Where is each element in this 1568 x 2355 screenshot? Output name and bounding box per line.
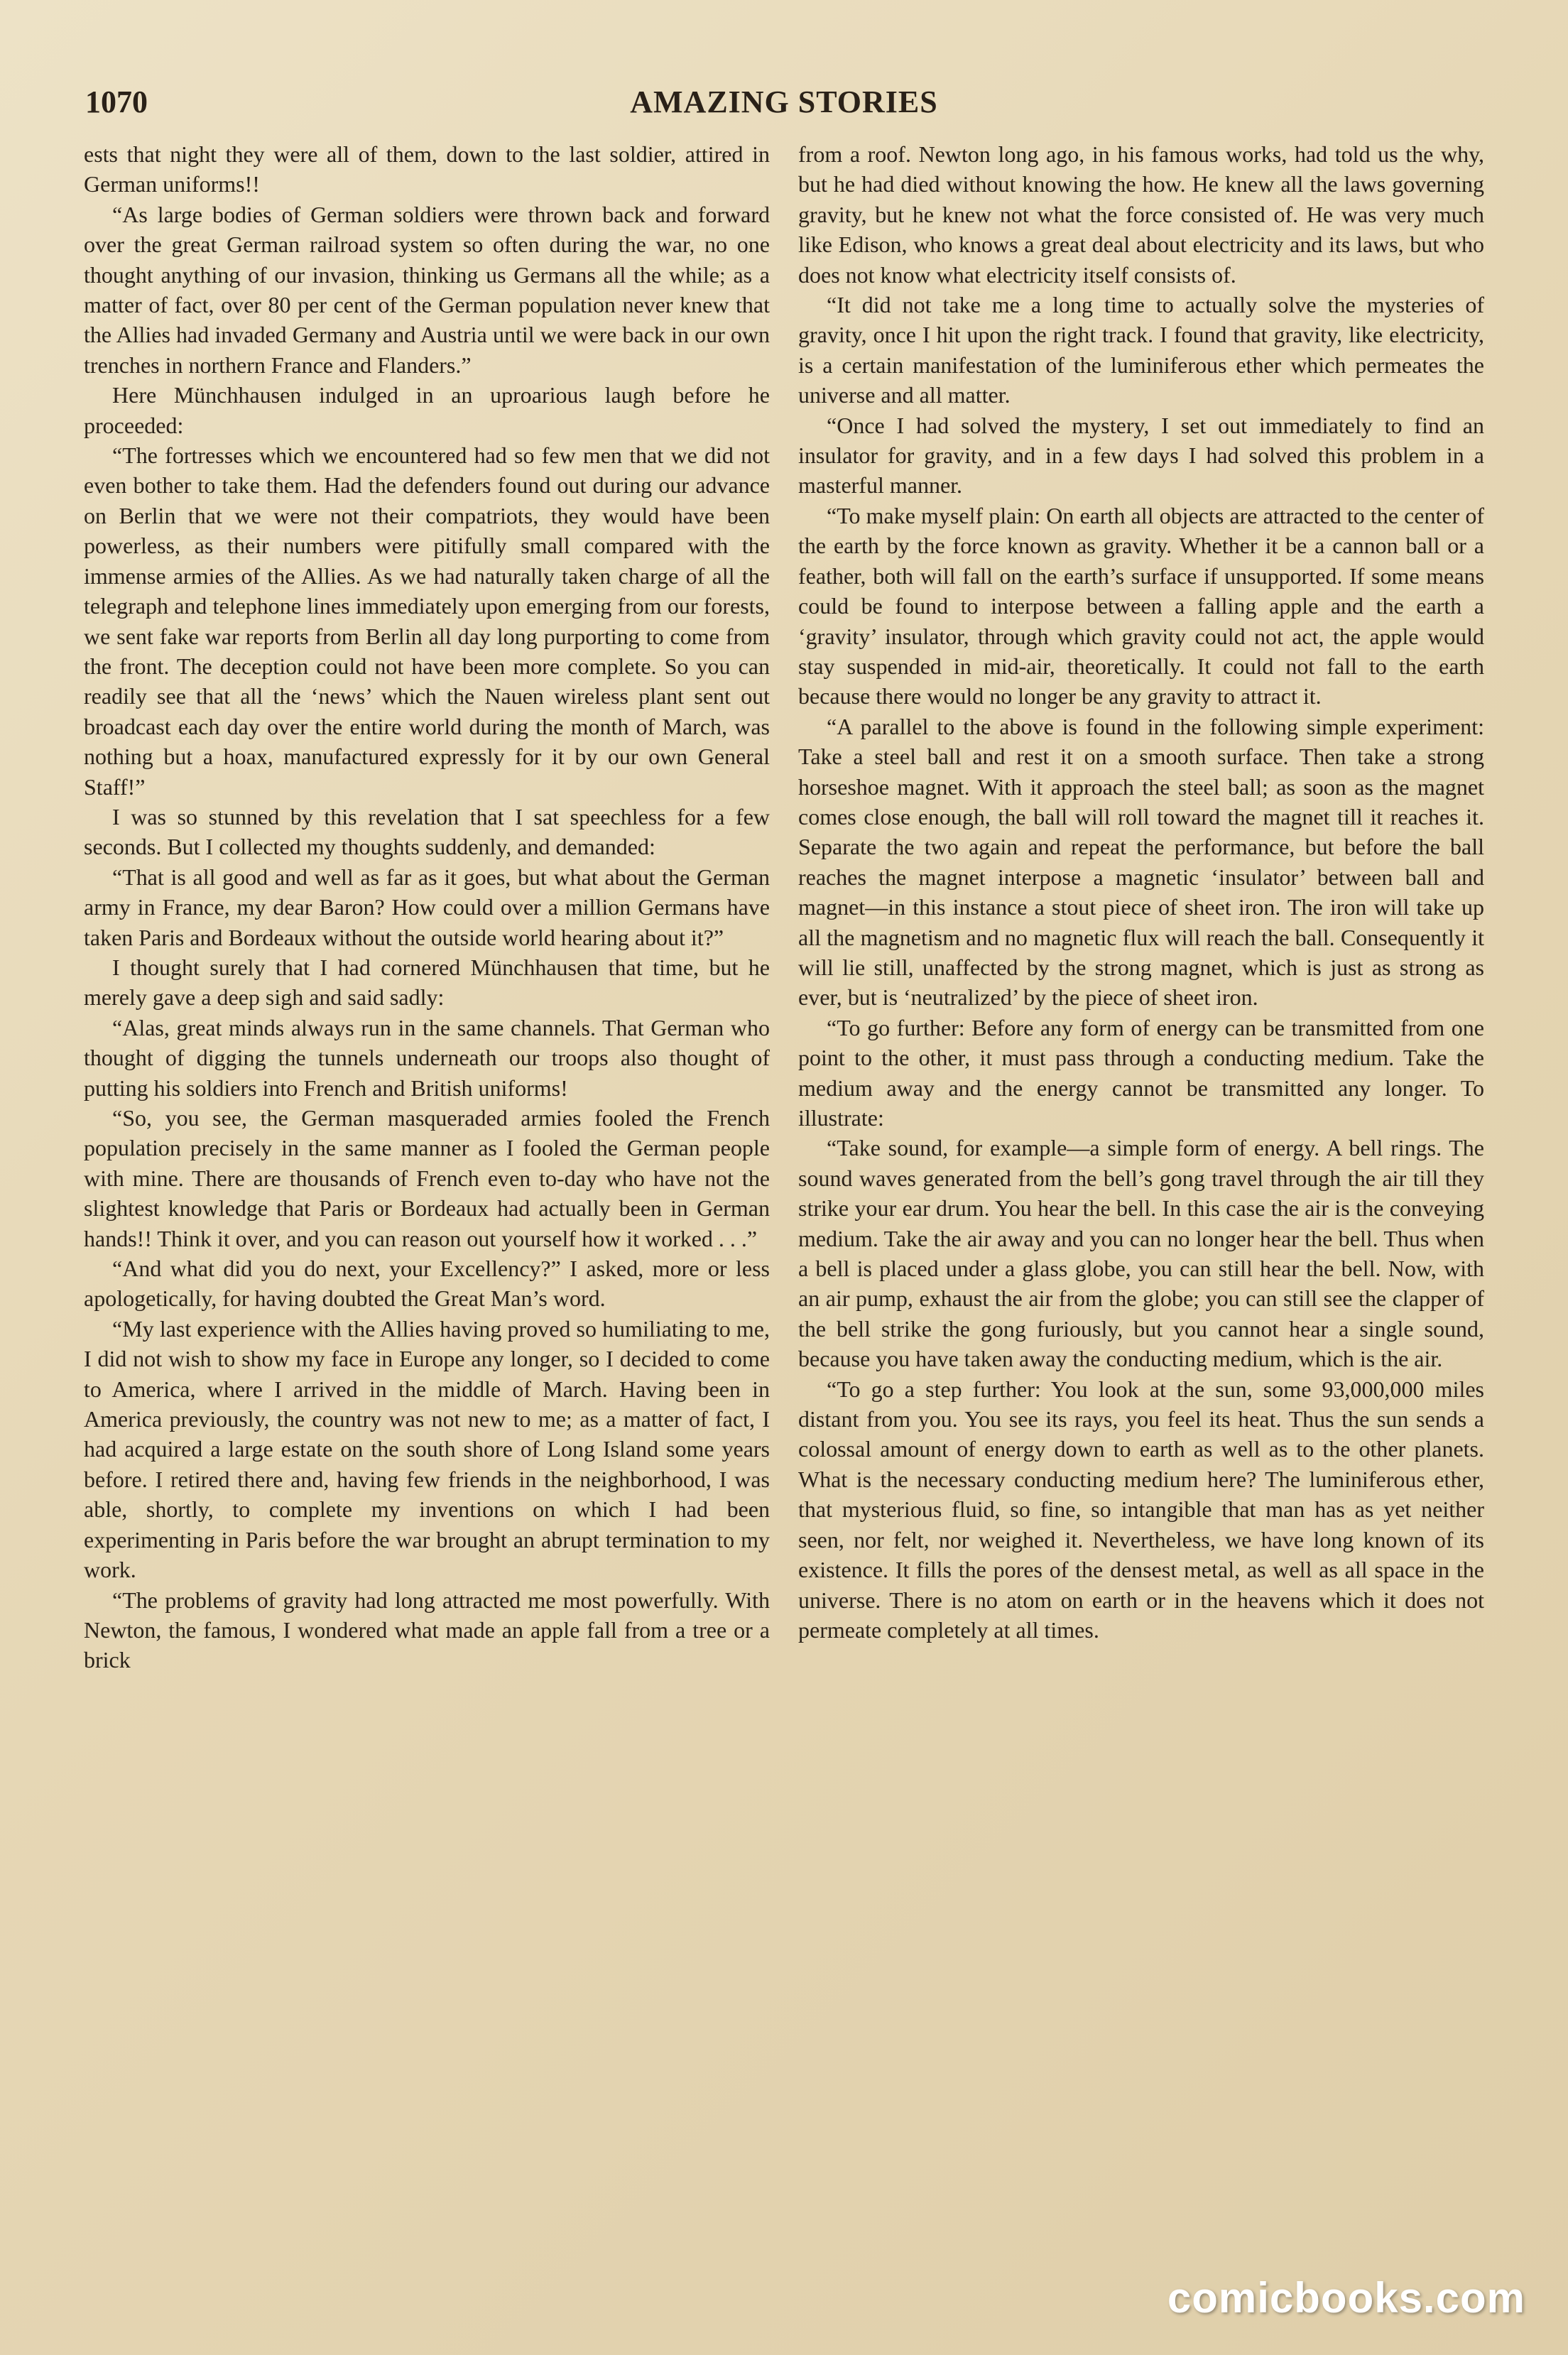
left-column <box>84 139 770 2248</box>
paragraph: “Once I had solved the mystery, I set out immediately to find an insulator for gravity, and in a few days I had solved this problem in a masterful manner. <box>798 412 1484 499</box>
paragraph: “Take sound, for example—a simple form of energy. A bell rings. The sound waves generated from the bell’s gong travel through the air till they strike your ear drum. You hear the bell. In this case the air is the conveying medium. Take the air away and you can no longer hear the bell. Thus when a bell is placed under a glass globe, you can still hear the bell. Now, with an air pump, exhaust the air from the globe; you can still see the clapper of the bell strike the gong furiously, but you cannot hear a single sound, because you have taken away the conducting medium, which is the air. <box>798 1135 1484 1372</box>
paragraph: “To make myself plain: On earth all objects are attracted to the center of the earth by the force known as gravity. Whether it be a cannon ball or a feather, both will fall on the earth’s surface if unsupported. If some means could be found to interpose between a falling apple and the earth a ‘gravity’ insulator, through which gravity could not act, the apple would stay suspended in mid-air, theoretically. It could not fall to the earth because there would no longer be any gravity to attract it. <box>798 502 1484 709</box>
paragraph: Here Münchhausen indulged in an uproarious laugh before he proceeded: <box>84 382 770 438</box>
paragraph: “To go further: Before any form of energy can be transmitted from one point to the other, it must pass through a conducting medium. Take the medium away and the energy cannot be transmitted any longer. To illustrate: <box>798 1014 1484 1131</box>
paragraph: ests that night they were all of them, down to the last soldier, attired in German uniforms!! <box>84 141 770 197</box>
paragraph: I thought surely that I had cornered Münchhausen that time, but he merely gave a deep sigh and said sadly: <box>84 954 770 1011</box>
paragraph: “So, you see, the German masqueraded armies fooled the French population precisely in the same manner as I fooled the German people with mine. There are thousands of French even to-day who have not the slightest knowledge that Paris or Bordeaux had actually been in German hands!! Think it over, and you can reason out yourself how it worked . . .” <box>84 1105 770 1251</box>
paragraph: “As large bodies of German soldiers were thrown back and forward over the great German railroad system so often during the war, no one thought anything of our invasion, thinking us Germans all the while; as a matter of fact, over 80 per cent of the German population never knew that the Allies had invaded Germany and Austria until we were back in our own trenches in northern France and Flanders.” <box>84 201 770 378</box>
paragraph: “Alas, great minds always run in the same channels. That German who thought of digging the tunnels underneath our troops also thought of putting his soldiers into French and British uniforms! <box>84 1014 770 1101</box>
text-columns <box>84 139 1484 2248</box>
right-column <box>798 139 1484 2248</box>
page-number: 1070 <box>85 85 148 119</box>
running-title: AMAZING STORIES <box>630 85 938 119</box>
paragraph: “And what did you do next, your Excellency?” I asked, more or less apologetically, for having doubted the Great Man’s word. <box>84 1256 770 1312</box>
paragraph: “The problems of gravity had long attracted me most powerfully. With Newton, the famous, I wondered what made an apple fall from a tree or a brick <box>84 1587 770 1673</box>
paragraph: “A parallel to the above is found in the following simple experiment: Take a steel ball and rest it on a smooth surface. Then take a strong horseshoe magnet. With it approach the steel ball; as soon as the magnet comes close enough, the ball will roll toward the magnet till it reaches it. Separate the two again and repeat the performance, but before the ball reaches the magnet interpose a magnetic ‘insulator’ between ball and magnet—in this instance a stout piece of sheet iron. The iron will take up all the magnetism and no magnetic flux will reach the ball. Consequently it will lie still, unaffected by the strong magnet, which is just as strong as ever, but is ‘neutralized’ by the piece of sheet iron. <box>798 713 1484 1011</box>
paragraph: “That is all good and well as far as it goes, but what about the German army in France, my dear Baron? How could over a million Germans have taken Paris and Bordeaux without the outside world hearing about it?” <box>84 864 770 950</box>
paragraph: “To go a step further: You look at the sun, some 93,000,000 miles distant from you. You see its rays, you feel its heat. Thus the sun sends a colossal amount of energy down to earth as well as to the other planets. What is the necessary conducting medium here? The luminiferous ether, that mysterious fluid, so fine, so intangible that man has as yet neither seen, nor felt, nor weighed it. Nevertheless, we have long known of its existence. It fills the pores of the densest metal, as well as all space in the universe. There is no atom on earth or in the heavens which it does not permeate completely at all times. <box>798 1376 1484 1643</box>
paragraph: “It did not take me a long time to actually solve the mysteries of gravity, once I hit upon the right track. I found that gravity, like electricity, is a certain manifestation of the luminiferous ether which permeates the universe and all matter. <box>798 292 1484 408</box>
paragraph: “My last experience with the Allies having proved so humiliating to me, I did not wish to show my face in Europe any longer, so I decided to come to America, where I arrived in the middle of March. Having been in America previously, the country was not new to me; as a matter of fact, I had acquired a large estate on the south shore of Long Island some years before. I retired there and, having few friends in the neighborhood, I was able, shortly, to complete my inventions on which I had been experimenting in Paris before the war brought an abrupt termination to my work. <box>84 1315 770 1583</box>
paragraph: I was so stunned by this revelation that I sat speechless for a few seconds. But I collected my thoughts suddenly, and demanded: <box>84 803 770 860</box>
page-header <box>85 84 1483 134</box>
paragraph: “The fortresses which we encountered had so few men that we did not even bother to take them. Had the defenders found out during our advance on Berlin that we were not their compatriots, they would have been powerless, as their numbers were pitifully small compared with the immense armies of the Allies. As we had naturally taken charge of all the telegraph and telephone lines immediately upon emerging from our forests, we sent fake war reports from Berlin all day long purporting to come from the front. The deception could not have been more complete. So you can readily see that all the ‘news’ which the Nauen wireless plant sent out broadcast each day over the entire world during the month of March, was nothing but a hoax, manufactured expressly for it by our own General Staff!” <box>84 442 770 800</box>
site-watermark: comicbooks.com <box>1167 2274 1525 2322</box>
paragraph: from a roof. Newton long ago, in his famous works, had told us the why, but he had died without knowing the how. He knew all the laws governing gravity, but he knew not what the force consisted of. He was very much like Edison, who knows a great deal about electricity and its laws, but who does not know what electricity itself consists of. <box>798 141 1484 288</box>
